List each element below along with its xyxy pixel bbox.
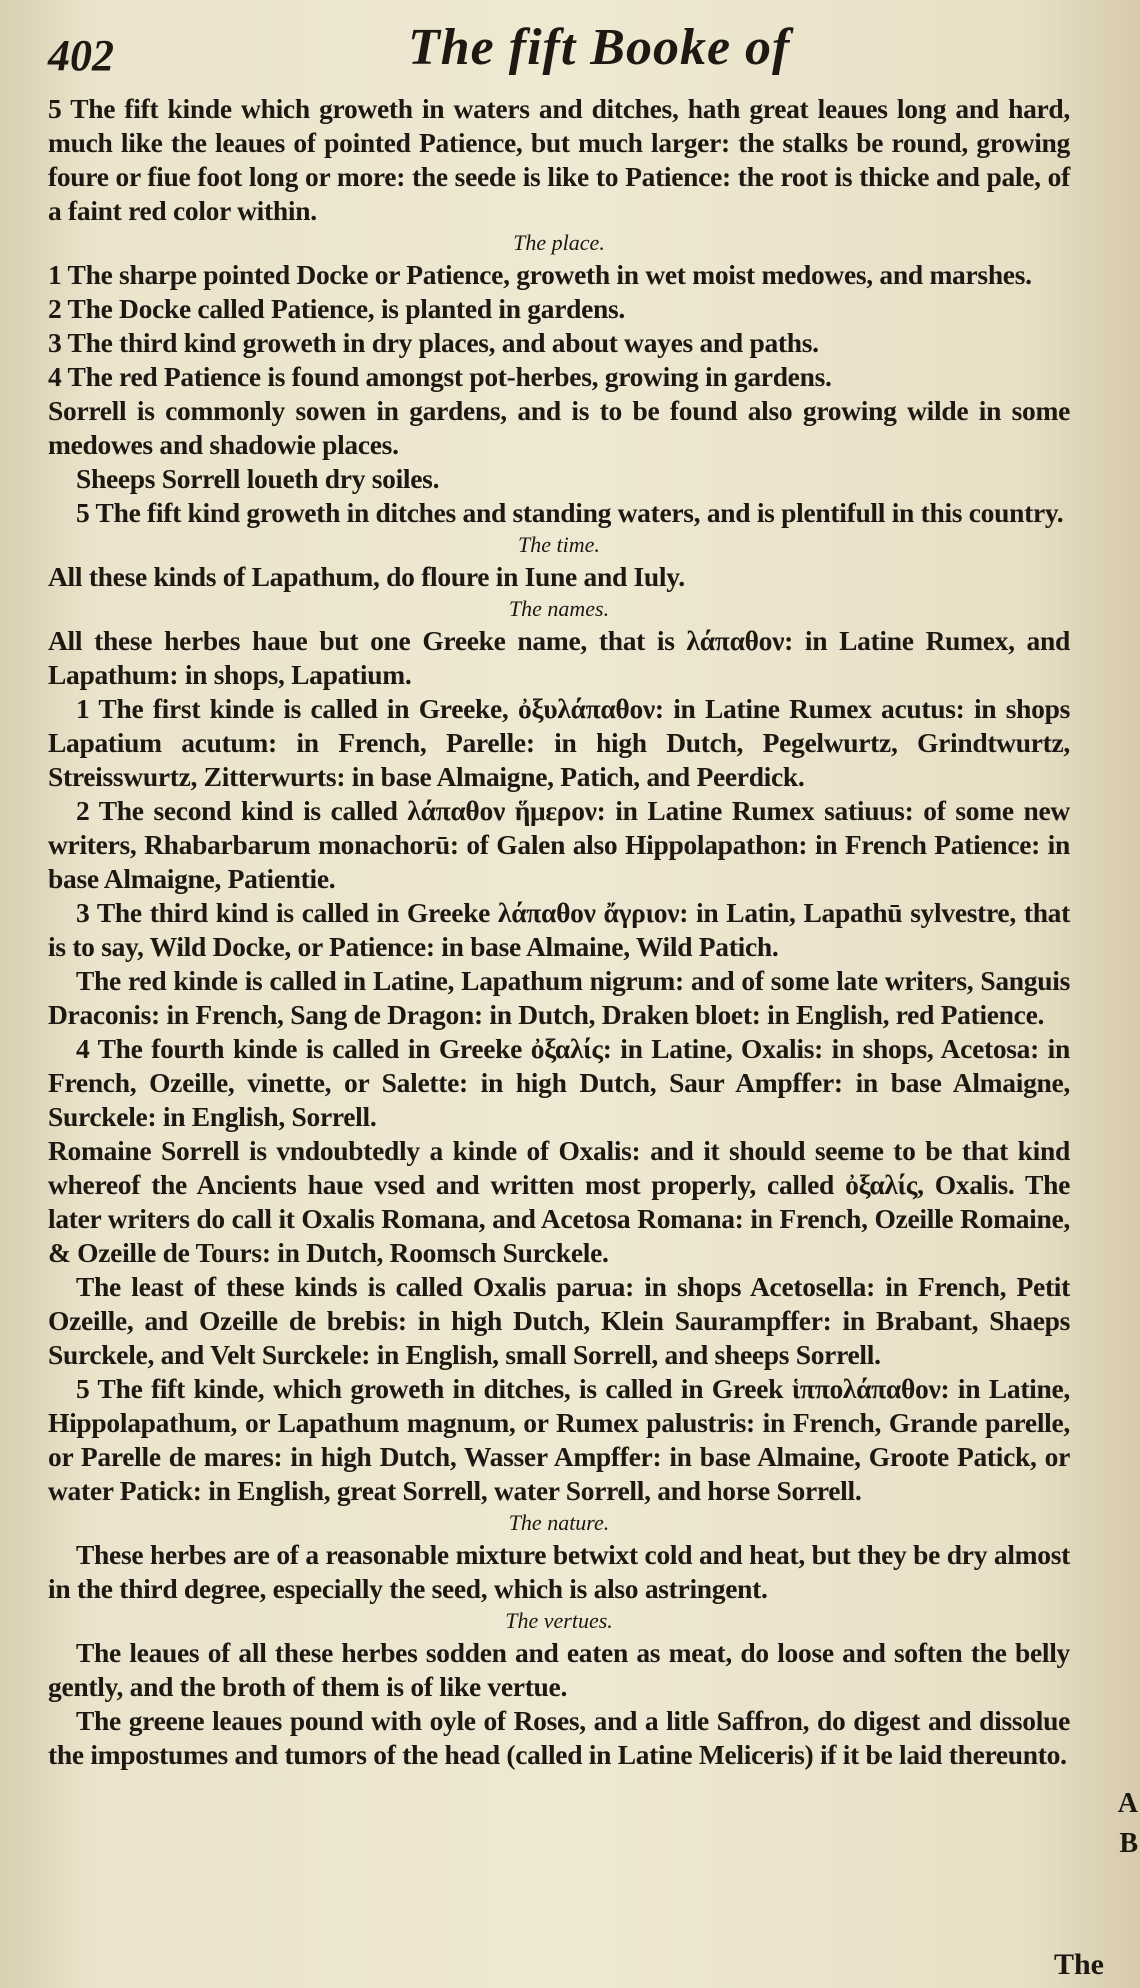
- paragraph: 3 The third kind groweth in dry places, and about wayes and paths.: [48, 327, 819, 358]
- paragraph: Sorrell is commonly sowen in gardens, and is to be found also growing wilde in some medowes and shadowie places.: [48, 395, 1070, 460]
- page-number: 402: [48, 31, 114, 80]
- page-body: [48, 92, 1070, 1772]
- paragraph: 4 The fourth kinde is called in Greeke ὀξαλίς: in Latine, Oxalis: in shops, Acetosa: in French, Ozeille, vinette, or Salette: in high Dutch, Saur Ampffer: in base Almaigne, Surckele: in English, Sorrell.: [48, 1033, 1070, 1132]
- section-heading: The time.: [518, 532, 600, 557]
- paragraph: 4 The red Patience is found amongst pot-herbes, growing in gardens.: [48, 361, 832, 392]
- section-heading: The nature.: [508, 1510, 610, 1535]
- page-header: [48, 18, 1070, 92]
- paragraph: 5 The fift kinde which groweth in waters and ditches, hath great leaues long and hard, much like the leaues of pointed Patience, but much larger: the stalks be round, growing foure or fiue foot long or more: the seede is like to Patience: the root is thicke and pale, of a faint red color within.: [48, 93, 1070, 226]
- paragraph: 1 The sharpe pointed Docke or Patience, groweth in wet moist medowes, and marshes.: [48, 259, 1032, 290]
- margin-letter: A: [1117, 1788, 1138, 1819]
- margin-letter: B: [1119, 1828, 1138, 1859]
- paragraph: 2 The second kind is called λάπαθον ἥμερον: in Latine Rumex satiuus: of some new writers, Rhabarbarum monachorū: of Galen also Hippolapathon: in French Patience: in base Almaigne, Patientie.: [48, 795, 1070, 894]
- catchword: The: [1053, 1948, 1104, 1981]
- paragraph: 5 The fift kinde, which groweth in ditches, is called in Greek ἱππολάπαθον: in Latine, Hippolapathum, or Lapathum magnum, or Rumex palustris: in French, Grande parelle, or Parelle de mares: in high Dutch, Wasser Ampffer: in base Almaine, Groote Patick, or water Patick: in English, great Sorrell, water Sorrell, and horse Sorrell.: [48, 1373, 1070, 1506]
- paragraph: 1 The first kinde is called in Greeke, ὀξυλάπαθον: in Latine Rumex acutus: in shops Lapatium acutum: in French, Parelle: in high Dutch, Pegelwurtz, Grindtwurtz, Streisswurtz, Zitterwurts: in base Almaigne, Patich, and Peerdick.: [48, 693, 1070, 792]
- paragraph: The greene leaues pound with oyle of Roses, and a litle Saffron, do digest and dissolue the impostumes and tumors of the head (called in Latine Meliceris) if it be laid thereunto.: [48, 1705, 1070, 1770]
- paragraph: These herbes are of a reasonable mixture betwixt cold and heat, but they be dry almost in the third degree, especially the seed, which is also astringent.: [48, 1539, 1070, 1604]
- running-head: The fift Booke of: [408, 19, 791, 76]
- paragraph: 2 The Docke called Patience, is planted in gardens.: [48, 293, 625, 324]
- paragraph: The leaues of all these herbes sodden and eaten as meat, do loose and soften the belly gently, and the broth of them is of like vertue.: [48, 1637, 1070, 1702]
- paragraph: Romaine Sorrell is vndoubtedly a kinde of Oxalis: and it should seeme to be that kind whereof the Ancients haue vsed and written most properly, called ὀξαλίς, Oxalis. The later writers do call it Oxalis Romana, and Acetosa Romana: in French, Ozeille Romaine, & Ozeille de Tours: in Dutch, Roomsch Surckele.: [48, 1135, 1070, 1268]
- paragraph: 5 The fift kind groweth in ditches and standing waters, and is plentifull in this country.: [76, 497, 1064, 528]
- paragraph: The least of these kinds is called Oxalis parua: in shops Acetosella: in French, Petit Ozeille, and Ozeille de brebis: in high Dutch, Klein Saurampffer: in Brabant, Shaeps Surckele, and Velt Surckele: in English, small Sorrell, and sheeps Sorrell.: [48, 1271, 1070, 1370]
- paragraph: The red kinde is called in Latine, Lapathum nigrum: and of some late writers, Sanguis Draconis: in French, Sang de Dragon: in Dutch, Draken bloet: in English, red Patience.: [48, 965, 1070, 1030]
- paragraph: 3 The third kind is called in Greeke λάπαθον ἄγριον: in Latin, Lapathū sylvestre, that is to say, Wild Docke, or Patience: in base Almaine, Wild Patich.: [48, 897, 1070, 962]
- paragraph: All these herbes haue but one Greeke name, that is λάπαθον: in Latine Rumex, and Lapathum: in shops, Lapatium.: [48, 625, 1070, 690]
- paragraph: All these kinds of Lapathum, do floure in Iune and Iuly.: [48, 561, 685, 592]
- section-heading: The vertues.: [505, 1608, 613, 1633]
- section-heading: The place.: [513, 230, 605, 255]
- section-heading: The names.: [508, 596, 610, 621]
- paragraph: Sheeps Sorrell loueth dry soiles.: [76, 463, 440, 494]
